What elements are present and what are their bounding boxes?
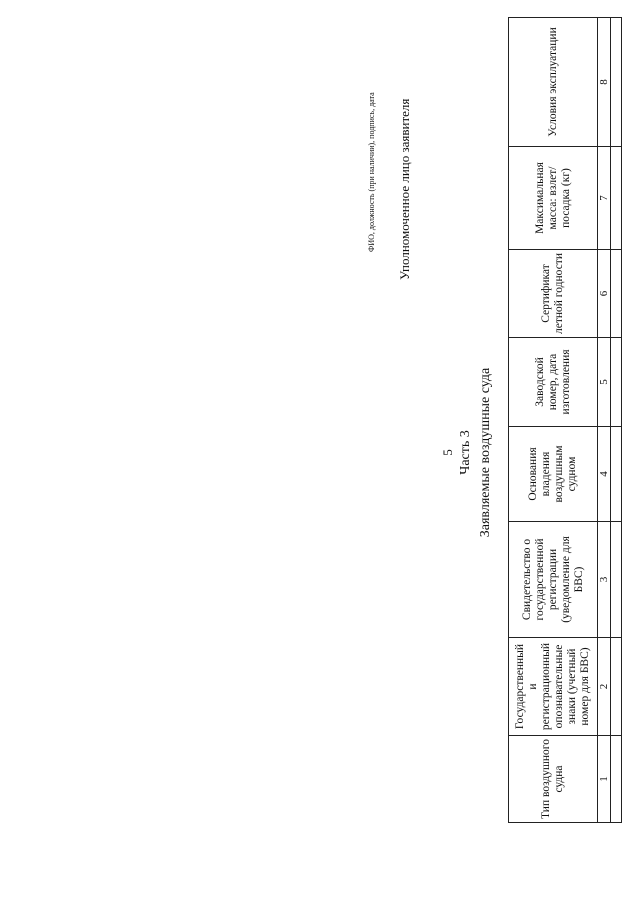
signer-note: ФИО, должность (при наличии), подпись, дата xyxy=(367,92,376,252)
empty-data-row xyxy=(611,18,622,823)
column-header: Свидетельство о государственной регистрации (уведомление для БВС) xyxy=(509,522,598,638)
column-header: Заводской номер, дата изготовления xyxy=(509,338,598,427)
table-cell xyxy=(611,18,622,147)
column-number-row xyxy=(598,18,611,823)
column-header: Основания владения воздушным судном xyxy=(509,427,598,522)
column-number: 3 xyxy=(598,522,611,638)
table-cell xyxy=(611,427,622,522)
column-number: 7 xyxy=(598,147,611,250)
column-number: 4 xyxy=(598,427,611,522)
page-number: 5 xyxy=(440,449,455,456)
column-number: 1 xyxy=(598,736,611,823)
table-cell xyxy=(611,638,622,736)
column-number: 2 xyxy=(598,638,611,736)
column-header: Условия эксплуатации xyxy=(509,18,598,147)
section-title: Часть 3 xyxy=(458,430,473,475)
header-row xyxy=(509,18,598,823)
table-cell xyxy=(611,522,622,638)
column-header: Максимальная масса: взлет/посадка (кг) xyxy=(509,147,598,250)
column-number: 6 xyxy=(598,250,611,338)
table-cell xyxy=(611,250,622,338)
column-number: 8 xyxy=(598,18,611,147)
table-cell xyxy=(611,736,622,823)
column-header: Государственный и регистрационный опознавательные знаки (учетный номер для БВС) xyxy=(509,638,598,736)
signer-title: Уполномоченное лицо заявителя xyxy=(397,98,412,280)
column-header: Сертификат летной годности xyxy=(509,250,598,338)
column-number: 5 xyxy=(598,338,611,427)
table-heading: Заявляемые воздушные суда xyxy=(478,367,493,538)
table-cell xyxy=(611,147,622,250)
aircraft-table xyxy=(508,17,622,823)
table-cell xyxy=(611,338,622,427)
column-header: Тип воздушного судна xyxy=(509,736,598,823)
